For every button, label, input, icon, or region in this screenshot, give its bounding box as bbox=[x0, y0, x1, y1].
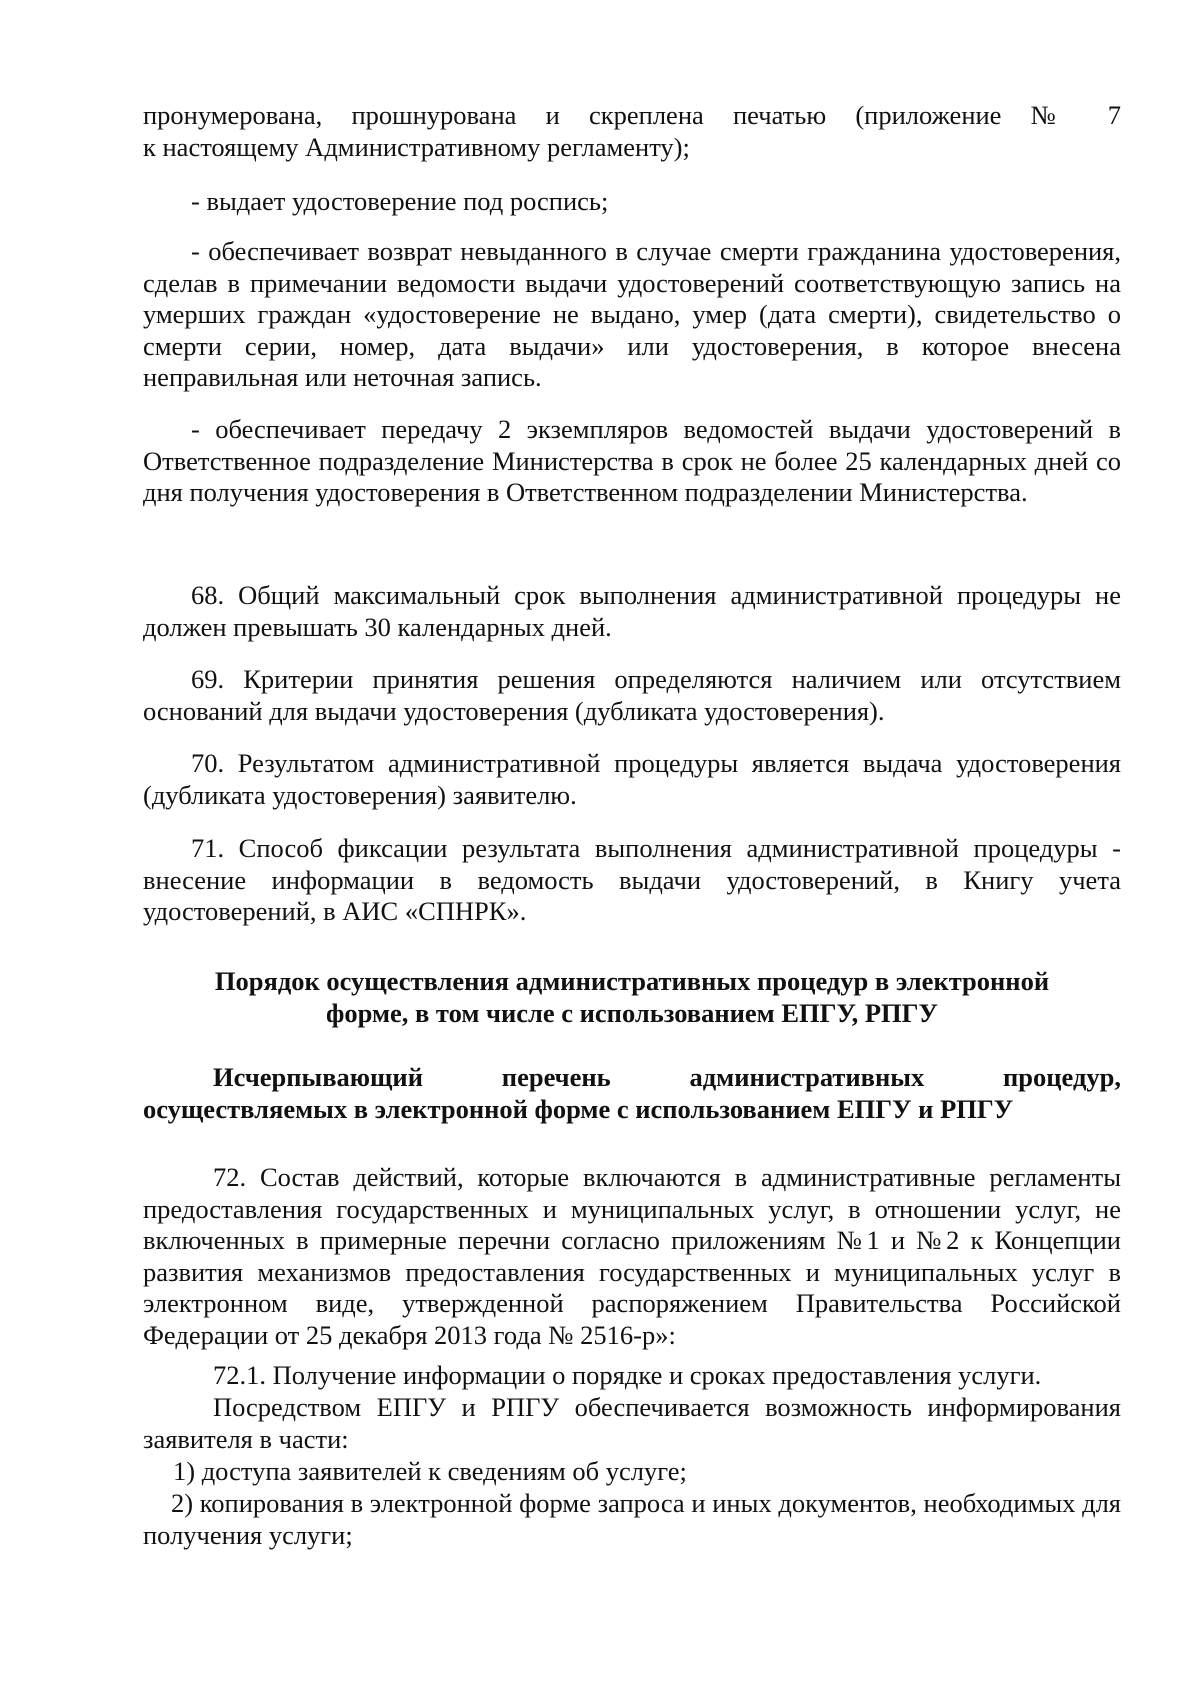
paragraph-means: Посредством ЕПГУ и РПГУ обеспечивается возможность информирования заявителя в части: bbox=[143, 1392, 1121, 1454]
paragraph-return: - обеспечивает возврат невыданного в случае смерти гражданина удостоверения, сделав в примечании ведомости выдачи удостоверений соответствующую запись на умерших граждан «удостоверение не выдано, умер (дата смерти), свидетельство о смерти серии, номер, дата выдачи» или удостоверения, в которое внесена неправильная или неточная запись. bbox=[143, 236, 1121, 392]
list-item-2: 2) копирования в электронной форме запроса и иных документов, необходимых для получения услуги; bbox=[143, 1488, 1121, 1550]
subsection-heading bbox=[143, 1062, 1121, 1125]
subsection-heading-line2: осуществляемых в электронной форме с использованием ЕПГУ и РПГУ bbox=[143, 1093, 1014, 1124]
paragraph-intro-line2: к настоящему Административному регламенту); bbox=[143, 131, 690, 162]
paragraph-72-1: 72.1. Получение информации о порядке и сроках предоставления услуги. bbox=[213, 1360, 1042, 1390]
section-heading-line2: форме, в том числе с использованием ЕПГУ, РПГУ bbox=[326, 997, 938, 1028]
paragraph-issue: - выдает удостоверение под роспись; bbox=[191, 186, 609, 216]
paragraph-70: 70. Результатом административной процедуры является выдача удостоверения (дубликата удостоверения) заявителю. bbox=[143, 748, 1121, 810]
subsection-heading-line1: Исчерпывающий перечень административных процедур, bbox=[213, 1062, 1121, 1092]
paragraph-transfer: - обеспечивает передачу 2 экземпляров ведомостей выдачи удостоверений в Ответственное подразделение Министерства в срок не более 25 календарных дней со дня получения удостоверения в Ответственном подразделении Министерства. bbox=[143, 414, 1121, 507]
paragraph-72: 72. Состав действий, которые включаются в административные регламенты предоставления государственных и муниципальных услуг, в отношении услуг, не включенных в примерные перечни согласно приложениям №1 и №2 к Концепции развития механизмов предоставления государственных и муниципальных услуг в электронном виде, утвержденной распоряжением Правительства Российской Федерации от 25 декабря 2013 года № 2516-р»: bbox=[143, 1162, 1121, 1350]
paragraph-68: 68. Общий максимальный срок выполнения административной процедуры не должен превышать 30 календарных дней. bbox=[143, 580, 1121, 642]
section-heading-line1: Порядок осуществления административных процедур в электронной bbox=[214, 966, 1050, 996]
paragraph-69: 69. Критерии принятия решения определяются наличием или отсутствием оснований для выдачи удостоверения (дубликата удостоверения). bbox=[143, 664, 1121, 726]
paragraph-intro-line1: пронумерована, прошнурована и скреплена печатью (приложение № 7 bbox=[143, 100, 1121, 130]
section-heading bbox=[143, 966, 1121, 1029]
list-item-1: 1) доступа заявителей к сведениям об услуге; bbox=[173, 1456, 687, 1486]
paragraph-intro bbox=[143, 100, 1121, 163]
paragraph-71: 71. Способ фиксации результата выполнения административной процедуры - внесение информации в ведомость выдачи удостоверений, в Книгу учета удостоверений, в АИС «СПНРК». bbox=[143, 833, 1121, 926]
